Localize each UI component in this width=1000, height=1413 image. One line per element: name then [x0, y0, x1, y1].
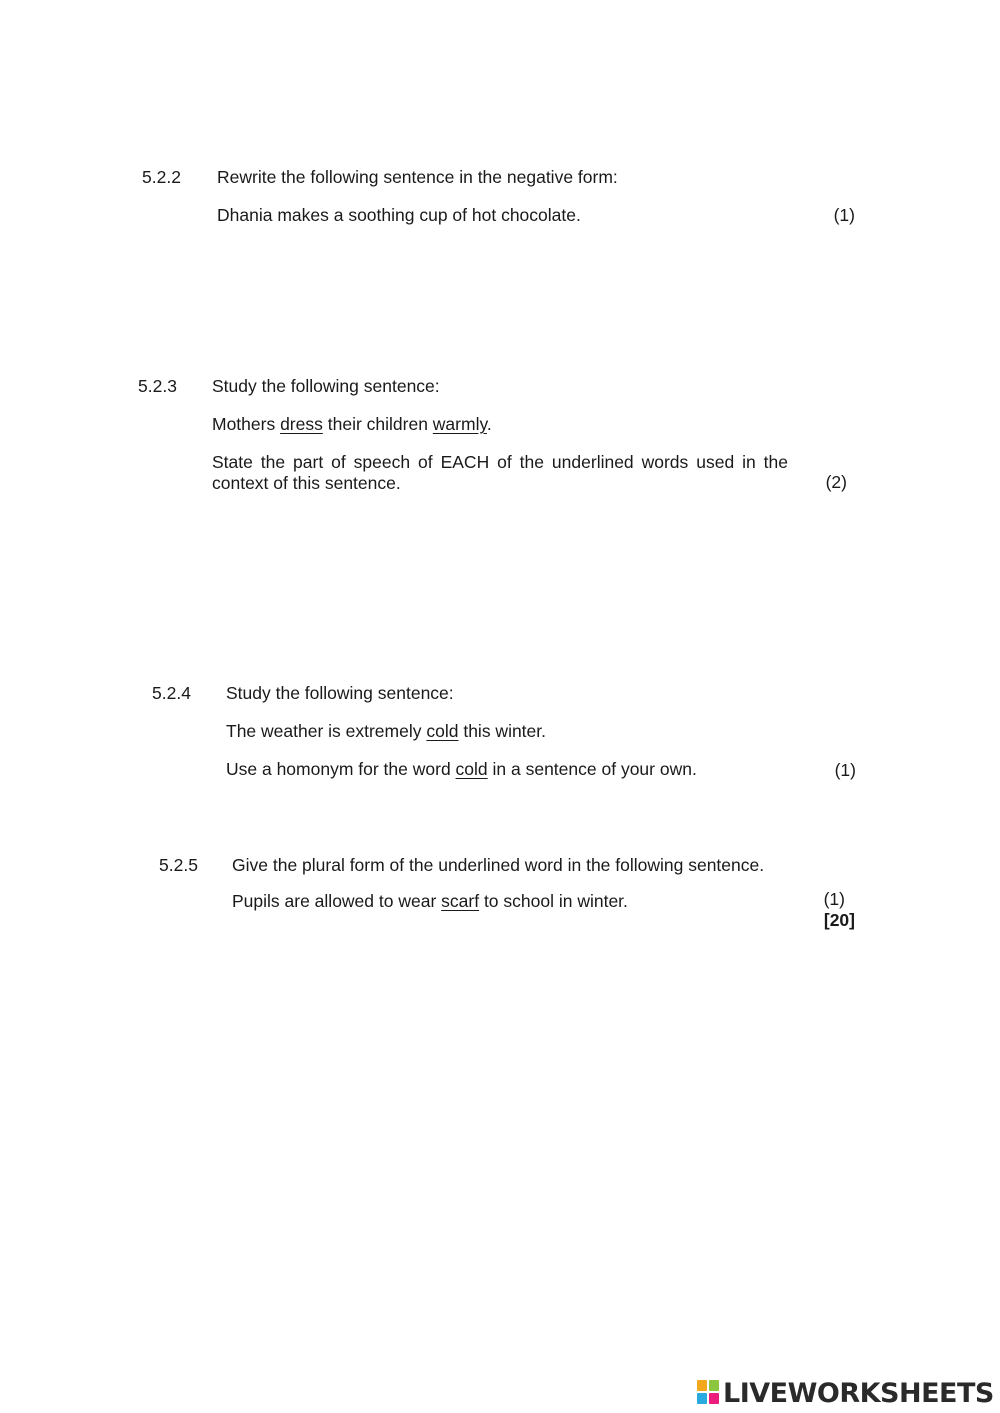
- question-task: [226, 759, 697, 780]
- marks-allocation: (1): [823, 889, 845, 909]
- sentence-text: The weather is extremely: [226, 721, 427, 741]
- sentence-text: this winter.: [458, 721, 547, 741]
- question-sentence: [232, 891, 628, 912]
- task-text: Use a homonym for the word: [226, 759, 456, 779]
- sentence-text: to school in winter.: [479, 891, 628, 911]
- question-number: 5.2.3: [138, 376, 177, 396]
- question-instruction: Study the following sentence:: [212, 376, 440, 396]
- underlined-word: cold: [455, 759, 488, 779]
- question-sentence: [212, 414, 492, 435]
- question-instruction: Rewrite the following sentence in the negative form:: [217, 167, 618, 187]
- underlined-word: cold: [426, 721, 459, 741]
- underlined-word: scarf: [441, 891, 480, 911]
- sentence-text: their children: [322, 414, 433, 434]
- question-instruction: Give the plural form of the underlined word in the following sentence.: [232, 855, 765, 875]
- underlined-word: dress: [280, 414, 323, 434]
- question-sentence: Dhania makes a soothing cup of hot chocolate.: [217, 205, 581, 225]
- sentence-text: Pupils are allowed to wear: [232, 891, 442, 911]
- sentence-text: Mothers: [212, 414, 281, 434]
- brand-name: LIVEWORKSHEETS: [723, 1377, 994, 1409]
- question-number: 5.2.5: [159, 855, 198, 875]
- question-task: State the part of speech of EACH of the underlined words used in the context of this sentence.: [212, 452, 788, 493]
- logo-mark-icon: [697, 1380, 721, 1406]
- question-number: 5.2.2: [142, 167, 181, 187]
- marks-allocation: (2): [825, 472, 847, 492]
- marks-allocation: (1): [834, 760, 856, 780]
- section-total: [20]: [823, 910, 855, 930]
- sentence-text: .: [486, 414, 492, 434]
- question-instruction: Study the following sentence:: [226, 683, 454, 703]
- marks-allocation: (1): [833, 205, 855, 225]
- task-text: in a sentence of your own.: [487, 759, 697, 779]
- question-number: 5.2.4: [152, 683, 191, 703]
- liveworksheets-logo: [697, 1378, 994, 1408]
- question-sentence: [226, 721, 546, 742]
- underlined-word: warmly: [432, 414, 487, 434]
